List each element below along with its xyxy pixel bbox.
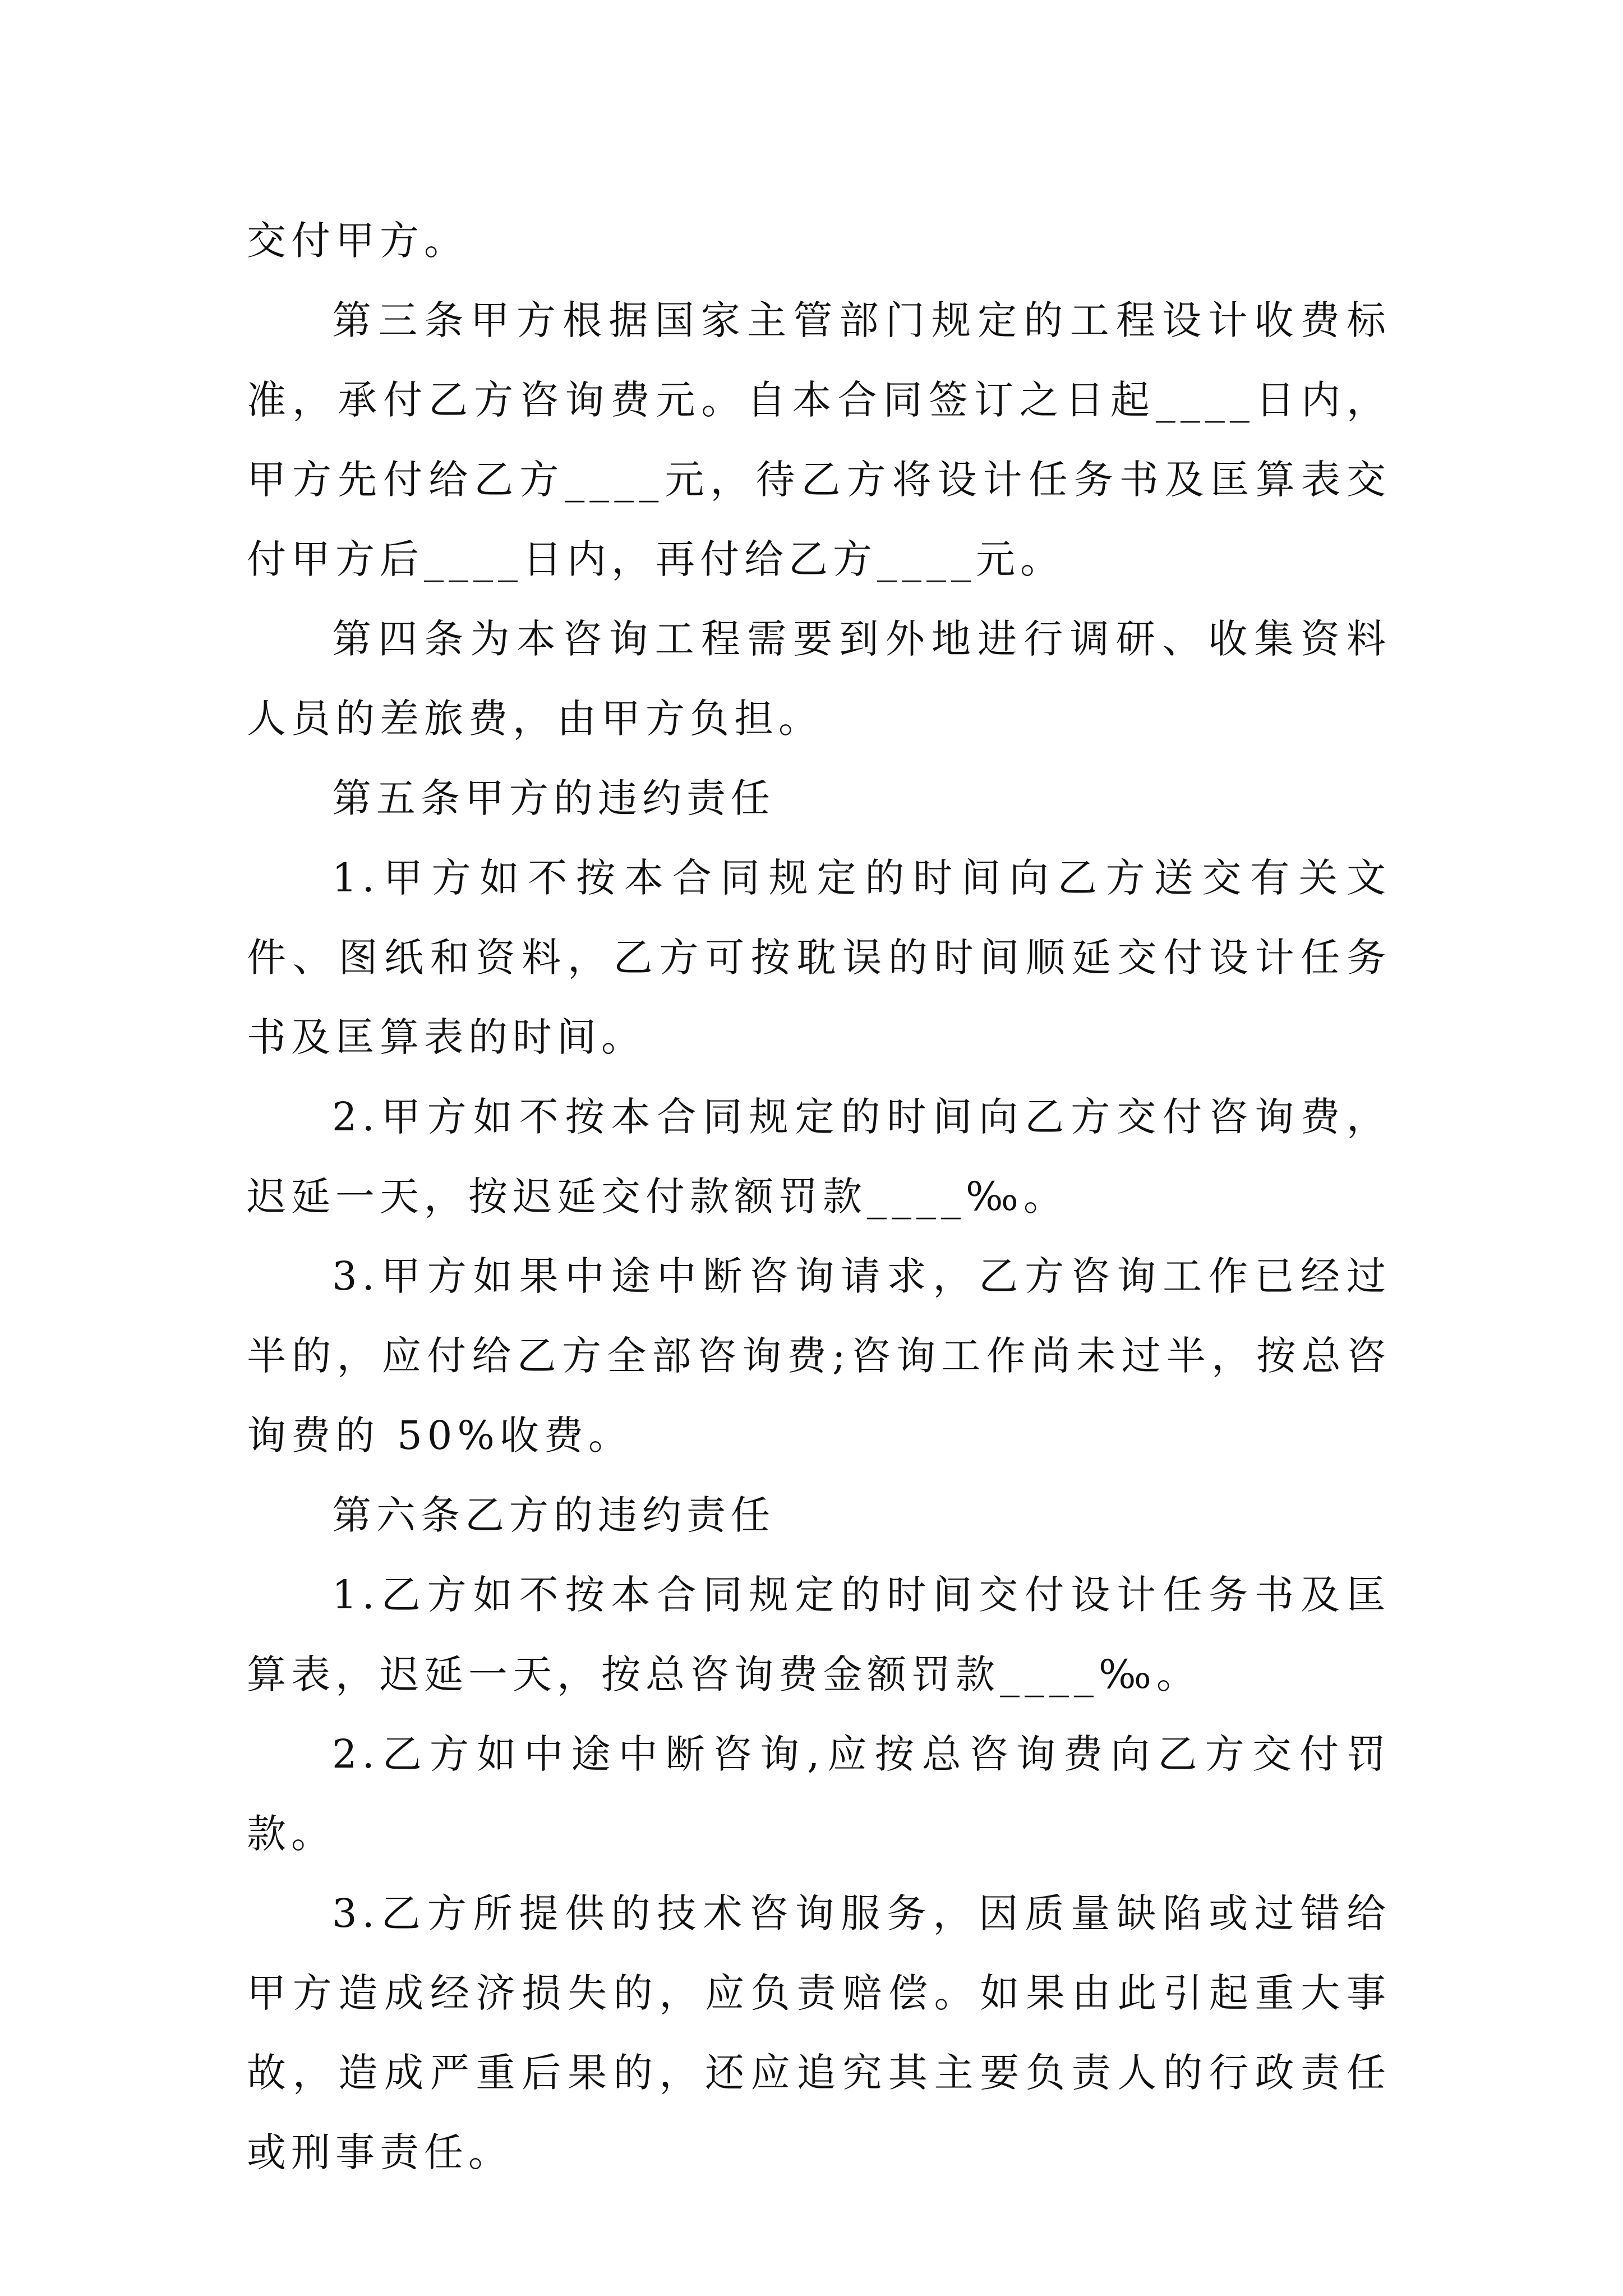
paragraph-article-5-item-1: 1.甲方如不按本合同规定的时间向乙方送交有关文件、图纸和资料，乙方可按耽误的时间顺延交付设计任务书及匡算表的时间。: [247, 855, 1391, 1060]
paragraph-article-5-item-3: 3.甲方如果中途中断咨询请求，乙方咨询工作已经过半的，应付给乙方全部咨询费;咨询工作尚未过半，按总咨询费的 50%收费。: [247, 1253, 1391, 1458]
paragraph-continuation: 交付甲方。: [247, 218, 468, 264]
paragraph-article-5-item-2: 2.甲方如不按本合同规定的时间向乙方交付咨询费，迟延一天，按迟延交付款额罚款____‰。: [247, 1094, 1391, 1220]
heading-article-5: 第五条甲方的违约责任: [332, 775, 775, 821]
paragraph-article-6-item-1: 1.乙方如不按本合同规定的时间交付设计任务书及匡算表，迟延一天，按总咨询费金额罚款____‰。: [247, 1572, 1391, 1697]
paragraph-article-6-item-2: 2.乙方如中途中断咨询,应按总咨询费向乙方交付罚款。: [247, 1731, 1391, 1857]
document-body: [247, 201, 1391, 2192]
paragraph-article-6-item-3: 3.乙方所提供的技术咨询服务，因质量缺陷或过错给甲方造成经济损失的，应负责赔偿。如果由此引起重大事故，造成严重后果的，还应追究其主要负责人的行政责任或刑事责任。: [247, 1890, 1391, 2175]
paragraph-article-4: 第四条为本咨询工程需要到外地进行调研、收集资料人员的差旅费，由甲方负担。: [247, 616, 1391, 742]
heading-article-6: 第六条乙方的违约责任: [332, 1492, 775, 1538]
paragraph-article-3: 第三条甲方根据国家主管部门规定的工程设计收费标准，承付乙方咨询费元。自本合同签订之日起____日内，甲方先付给乙方____元，待乙方将设计任务书及匡算表交付甲方后____日内，再付给乙方____元。: [247, 297, 1391, 582]
